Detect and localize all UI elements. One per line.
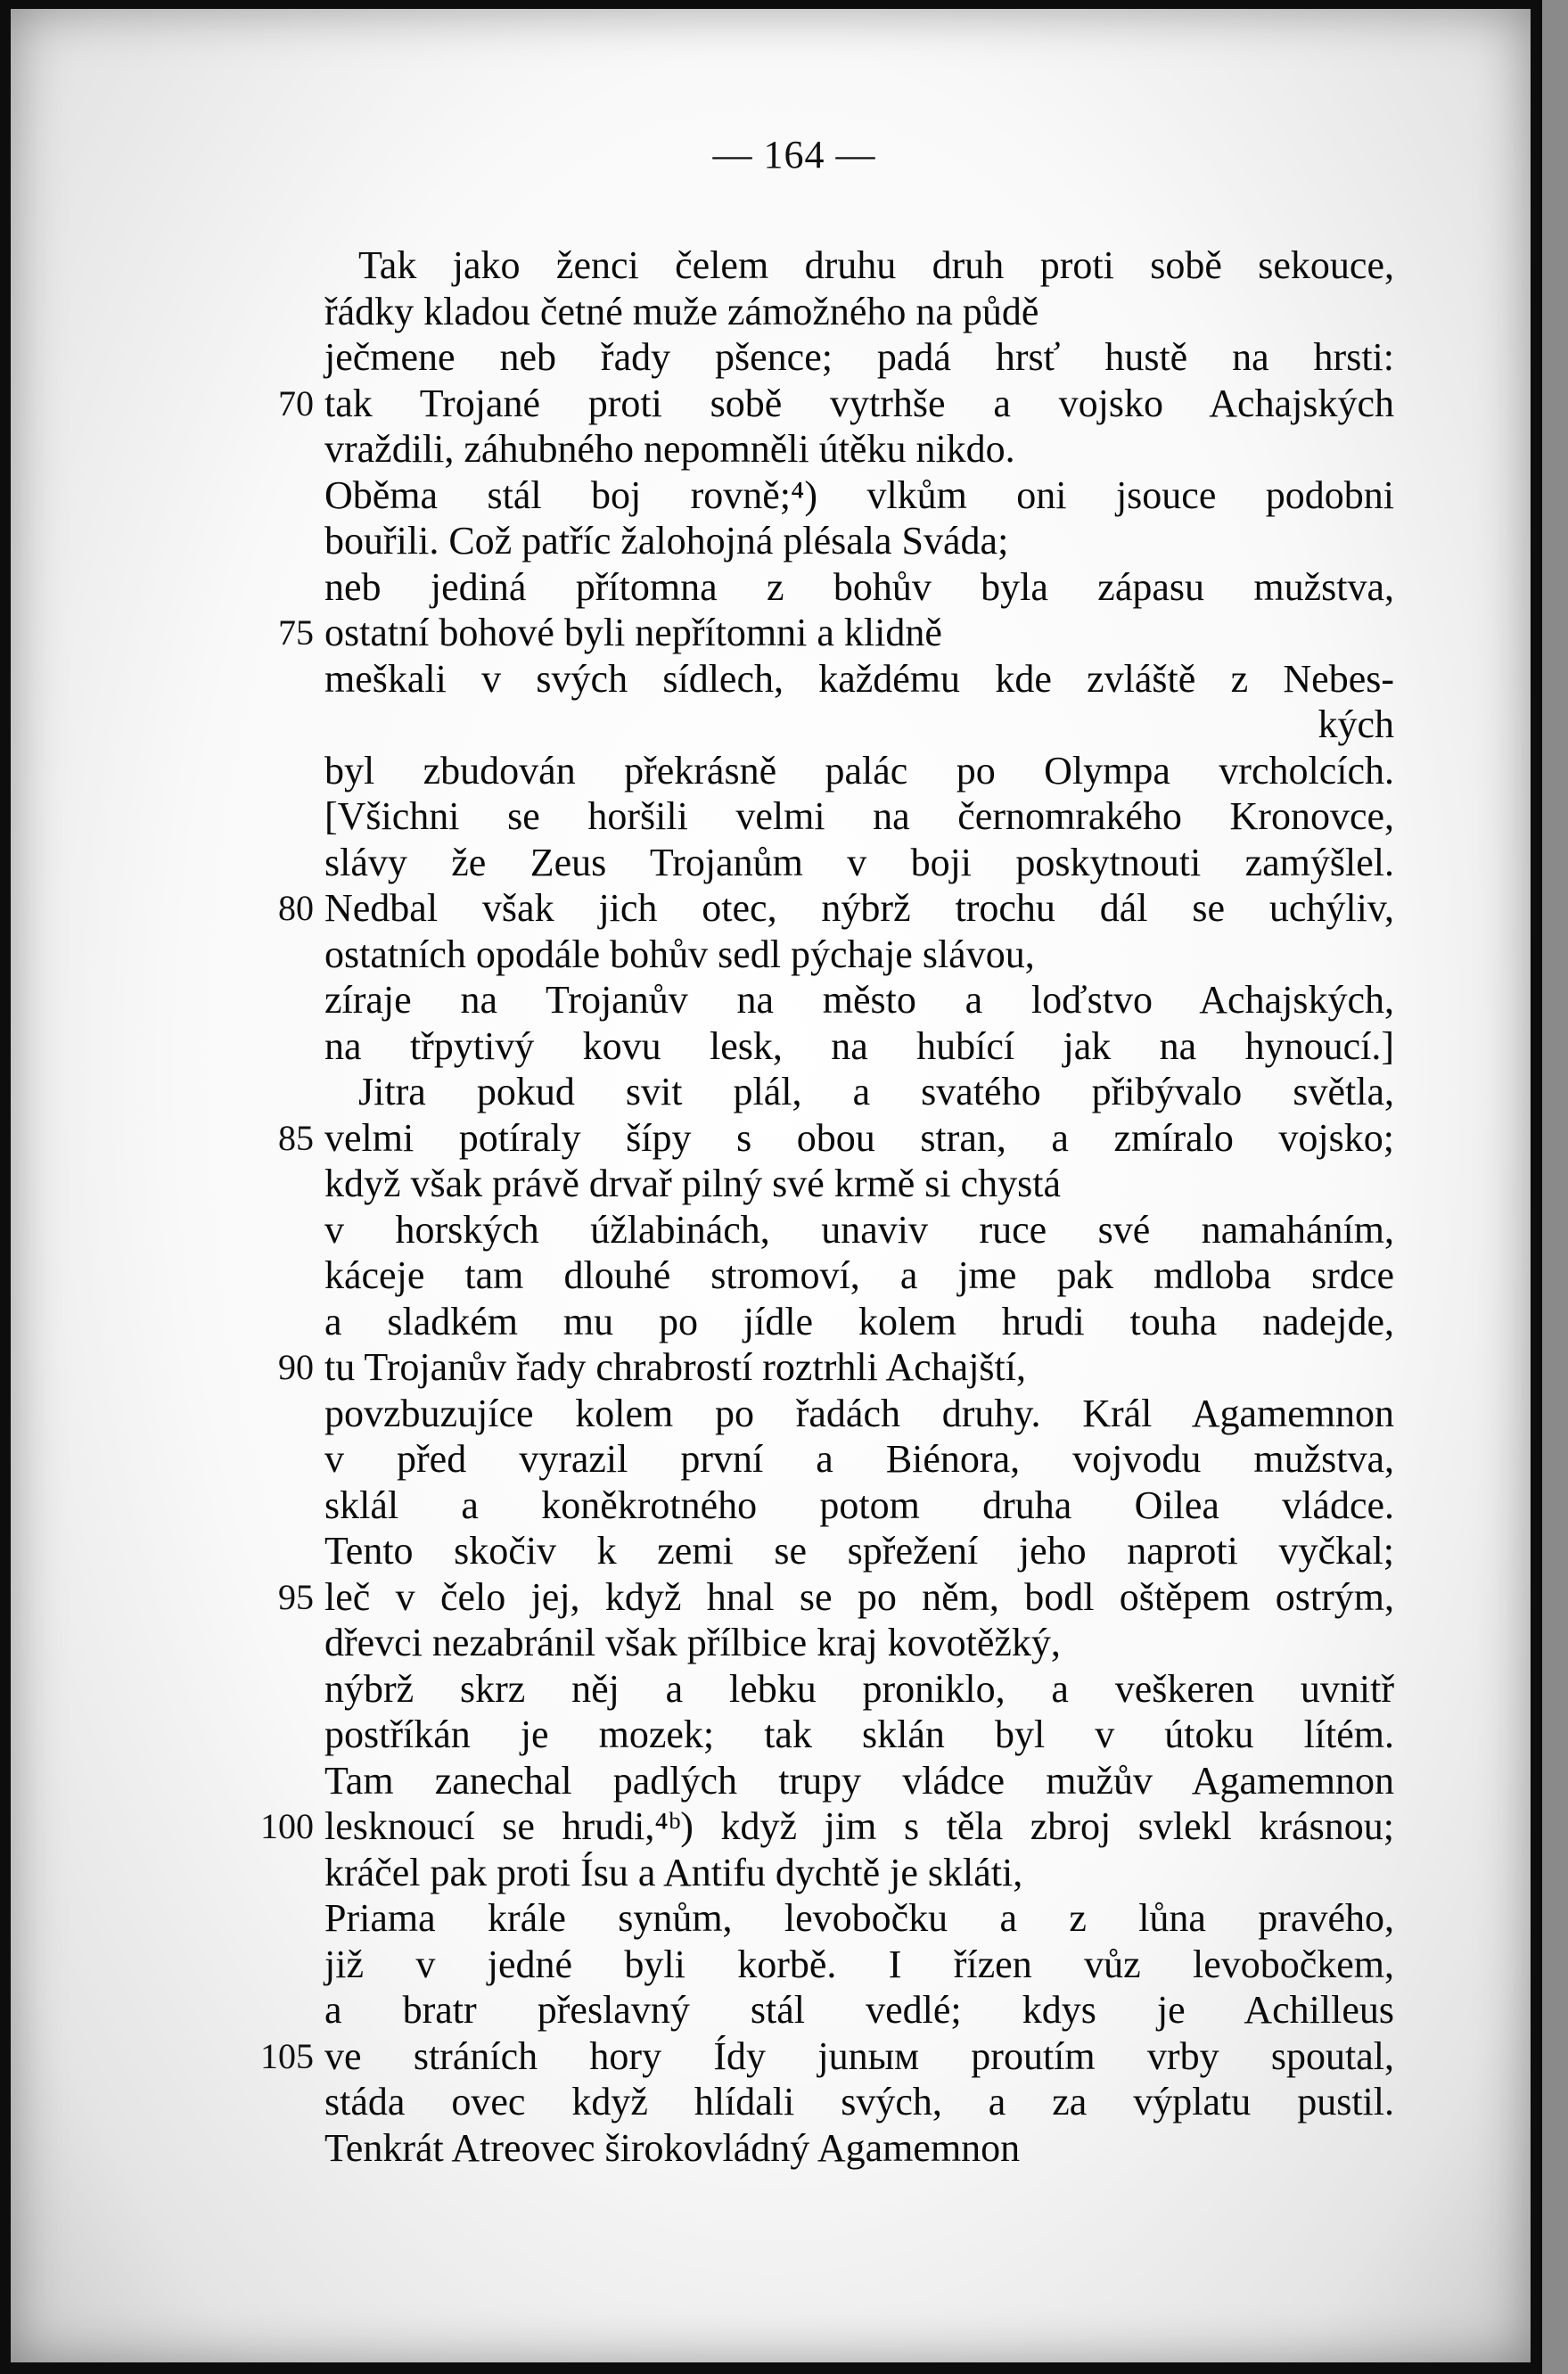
poem-text — [0, 242, 1568, 2171]
line-text: kráčel pak proti Ísu a Antifu dychtě je skláti, — [324, 1850, 1023, 1894]
poem-line — [0, 1895, 1568, 1942]
line-text: tak Trojané proti sobě vytrhše a vojsko Achajských — [324, 381, 1394, 425]
line-text: na třpytivý kovu lesk, na hubící jak na hynoucí.] — [324, 1023, 1394, 1068]
line-text: Jitra pokud svit plál, a svatého přibývalo světla, — [358, 1070, 1394, 1113]
line-text: káceje tam dlouhé stromoví, a jme pak mdloba srdce — [324, 1253, 1394, 1297]
line-text: byl zbudován překrásně palác po Olympa vrcholcích. — [324, 748, 1394, 793]
line-text: slávy že Zeus Trojanům v boji poskytnouti zamýšlel. — [324, 840, 1394, 884]
poem-line — [0, 1987, 1568, 2033]
line-text: neb jediná přítomna z bohův byla zápasu mužstva, — [324, 564, 1394, 609]
poem-line — [0, 748, 1568, 794]
line-text: dřevci nezabránil však přílbice kraj kovotěžký, — [324, 1621, 1061, 1664]
poem-line — [0, 1850, 1568, 1896]
line-text: sklál a koněkrotného potom druha Oilea vládce. — [324, 1483, 1394, 1527]
poem-line — [0, 885, 1568, 932]
poem-line — [0, 702, 1568, 748]
line-text: ostatních opodále bohův sedl pýchaje slávou, — [324, 932, 1035, 976]
poem-line — [0, 334, 1568, 381]
poem-line — [0, 1299, 1568, 1345]
line-text: lesknoucí se hrudi,⁴ᵇ) když jim s těla zbroj svlekl krásnou; — [324, 1804, 1394, 1848]
line-number: 70 — [278, 382, 314, 423]
poem-line — [0, 1069, 1568, 1115]
line-text: leč v čelo jej, když hnal se po něm, bodl oštěpem ostrým, — [324, 1574, 1394, 1619]
line-text: bouřili. Což patříc žalohojná plésala Sváda; — [324, 519, 1009, 563]
line-text: Tam zanechal padlých trupy vládce mužův Agamemnon — [324, 1758, 1394, 1803]
line-text: Tento skočiv k zemi se spřežení jeho naproti vyčkal; — [324, 1529, 1394, 1573]
line-number: 85 — [278, 1117, 314, 1158]
poem-line — [0, 1620, 1568, 1666]
poem-line — [0, 518, 1568, 564]
poem-line — [0, 977, 1568, 1023]
poem-line — [0, 1253, 1568, 1299]
poem-line — [0, 2079, 1568, 2125]
line-text: povzbuzujíce kolem po řadách druhy. Král Agamemnon — [324, 1391, 1394, 1435]
line-number: 75 — [278, 612, 314, 653]
line-text: velmi potíraly šípy s obou stran, a zmíralo vojsko; — [324, 1115, 1394, 1160]
poem-line — [0, 1803, 1568, 1850]
line-text: Tenkrát Atreovec širokovládný Agamemnon — [324, 2125, 1021, 2170]
poem-line — [0, 1115, 1568, 1162]
line-text: nýbrž skrz něj a lebku proniklo, a veškeren uvnitř — [324, 1666, 1394, 1711]
line-text: postříkán je mozek; tak sklán byl v útoku lítém. — [324, 1713, 1394, 1756]
line-text: Nedbal však jich otec, nýbrž trochu dál se uchýliv, — [324, 886, 1394, 930]
poem-line — [0, 564, 1568, 611]
poem-line — [0, 1666, 1568, 1713]
line-text: řádky kladou četné muže zámožného na půdě — [324, 289, 1039, 333]
line-text: ve stráních hory Ídy junым proutím vrby spoutal, — [324, 2033, 1394, 2078]
poem-line — [0, 472, 1568, 519]
line-text: meškali v svých sídlech, každému kde zvláště z Nebes- — [324, 656, 1394, 701]
poem-line — [0, 656, 1568, 702]
line-text: Priama krále synům, levobočku a z lůna pravého, — [324, 1896, 1394, 1940]
poem-line — [0, 932, 1568, 978]
line-text: kých — [1318, 702, 1394, 746]
line-text: a bratr přeslavný stál vedlé; kdys je Achilleus — [324, 1988, 1394, 2032]
line-text: když však právě drvař pilný své krmě si chystá — [324, 1162, 1061, 1205]
poem-line — [0, 1344, 1568, 1391]
line-text: ječmene neb řady pšence; padá hrsť hustě na hrsti: — [324, 335, 1394, 379]
poem-line — [0, 1712, 1568, 1758]
poem-line — [0, 1023, 1568, 1070]
poem-line — [0, 1391, 1568, 1437]
poem-line — [0, 1942, 1568, 1988]
line-number: 80 — [278, 888, 314, 928]
poem-line — [0, 242, 1568, 289]
poem-line — [0, 2033, 1568, 2080]
poem-line — [0, 793, 1568, 840]
line-number: 95 — [278, 1576, 314, 1617]
line-text: stáda ovec když hlídali svých, a za výplatu pustil. — [324, 2080, 1394, 2123]
line-number: 90 — [278, 1347, 314, 1387]
poem-line — [0, 426, 1568, 472]
line-text: Oběma stál boj rovně;⁴) vlkům oni jsouce podobni — [324, 472, 1394, 517]
line-number: 100 — [260, 1806, 314, 1846]
line-text: Tak jako ženci čelem druhu druh proti sobě sekouce, — [358, 243, 1394, 287]
poem-line — [0, 381, 1568, 427]
line-text: vraždili, záhubného nepomněli útěku nikdo. — [324, 427, 1015, 471]
poem-line — [0, 1436, 1568, 1483]
poem-line — [0, 1483, 1568, 1529]
line-text: v horských úžlabinách, unaviv ruce své namaháním, — [324, 1207, 1394, 1252]
poem-line — [0, 610, 1568, 656]
line-text: [Všichni se horšili velmi na černomrakého Kronovce, — [324, 794, 1394, 838]
page-number: — 164 — — [712, 133, 876, 177]
poem-line — [0, 289, 1568, 335]
line-text: tu Trojanův řady chrabrostí roztrhli Achajští, — [324, 1345, 1026, 1389]
line-number: 105 — [260, 2035, 314, 2076]
poem-line — [0, 2125, 1568, 2172]
poem-line — [0, 840, 1568, 886]
poem-line — [0, 1574, 1568, 1621]
line-text: a sladkém mu po jídle kolem hrudi touha nadejde, — [324, 1299, 1394, 1343]
line-text: ostatní bohové byli nepřítomni a klidně — [324, 611, 942, 654]
poem-line — [0, 1207, 1568, 1253]
line-text: v před vyrazil první a Biénora, vojvodu mužstva, — [324, 1437, 1394, 1481]
poem-line — [0, 1528, 1568, 1574]
poem-line — [0, 1161, 1568, 1207]
line-text: zíraje na Trojanův na město a loďstvo Achajských, — [324, 978, 1394, 1022]
poem-line — [0, 1758, 1568, 1804]
line-text: již v jedné byli korbě. I řízen vůz levobočkem, — [324, 1942, 1394, 1986]
